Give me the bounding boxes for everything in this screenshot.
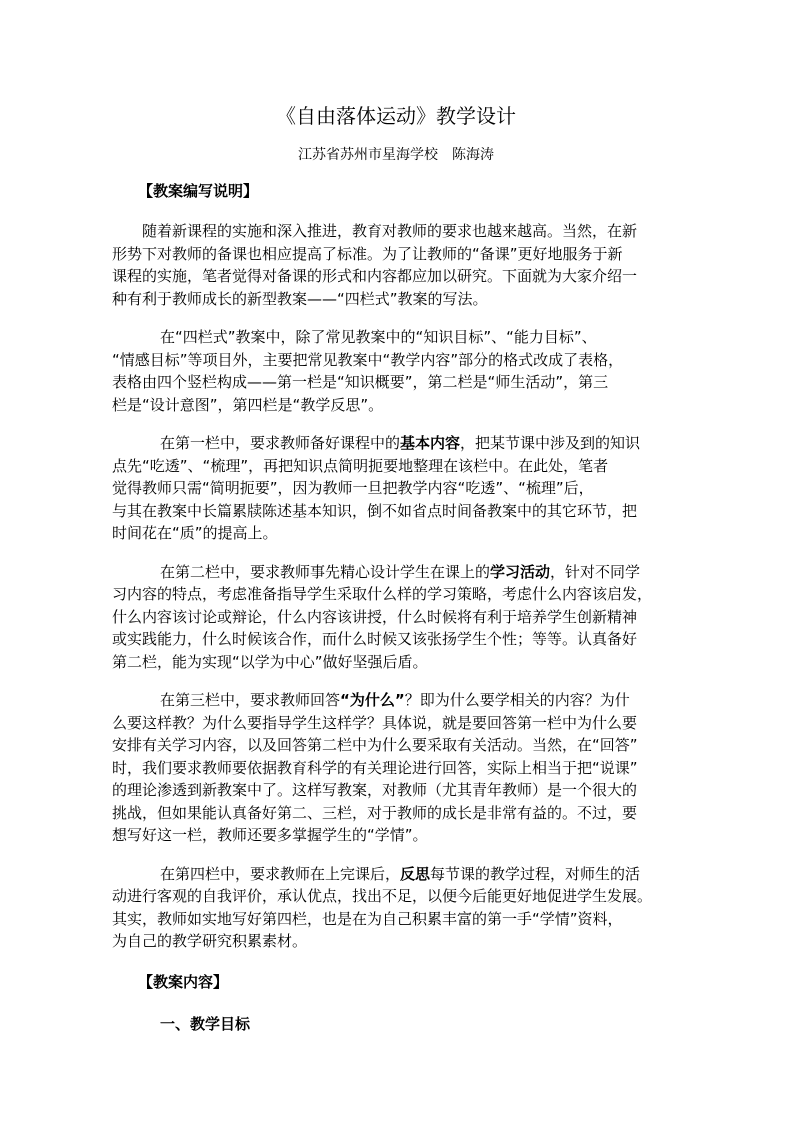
paragraph-line: 为自己的教学研究积累素材。 — [112, 932, 308, 950]
paragraph-line: 表格由四个竖栏构成——第一栏是“知识概要”，第二栏是“师生活动”，第三 — [112, 373, 609, 391]
paragraph-line — [112, 561, 680, 584]
paragraph-line: 动进行客观的自我评价，承认优点，找出不足，以便今后能更好地促进学生发展。 — [112, 887, 653, 905]
paragraph-line: 习内容的特点，考虑准备指导学生采取什么样的学习策略，考虑什么内容该启发， — [112, 585, 653, 603]
paragraph-line: 挑战，但如果能认真备好第二、三栏，对于教师的成长是非常有益的。不过，要 — [112, 803, 638, 822]
paragraph-line: 时，我们要求教师要依据教育科学的有关理论进行回答，实际上相当于把“说课” — [112, 758, 638, 777]
paragraph-line: 种有利于教师成长的新型教案——“四栏式”教案的写法。 — [112, 289, 488, 308]
paragraph-line: 什么内容该讨论或辩论，什么内容该讲授，什么时候将有利于培养学生创新精神 — [112, 607, 638, 626]
section-heading-instructions: 【教案编写说明】 — [138, 182, 259, 200]
emphasis-text: 基本内容 — [400, 434, 461, 452]
paragraph-line: 形势下对教师的备课也相应提高了标准。为了让教师的“备课”更好地服务于新 — [112, 244, 623, 263]
paragraph-column-two — [112, 561, 680, 674]
text-run: ，针对不同学 — [550, 562, 641, 581]
item-heading-teaching-goals: 一、教学目标 — [160, 1014, 251, 1033]
text-run: 在第四栏中，要求教师在上完课后， — [160, 864, 401, 883]
paragraph-column-three — [112, 689, 680, 847]
paragraph-line — [112, 432, 680, 455]
document-page — [112, 100, 680, 1037]
paragraph-line: 栏是“设计意图”，第四栏是“教学反思”。 — [112, 395, 384, 414]
text-run: 在第一栏中，要求教师备好课程中的 — [160, 434, 401, 452]
document-title: 《自由落体运动》教学设计 — [276, 104, 516, 128]
paragraph-line: 第二栏，能为实现“以学为中心”做好坚强后盾。 — [112, 652, 428, 671]
paragraph-line: 点先“吃透”、“梳理”，再把知识点简明扼要地整理在该栏中。在此处，笔者 — [112, 456, 609, 475]
text-run: 在第二栏中，要求教师事先精心设计学生在课上的 — [160, 562, 491, 581]
emphasis-text: 反思 — [400, 864, 431, 883]
paragraph-column-four — [112, 863, 680, 953]
emphasis-text: “为什么” — [340, 691, 405, 709]
author-line: 江苏省苏州市星海学校 陈海涛 — [298, 147, 494, 163]
paragraph-line: “情感目标”等项目外，主要把常见教案中“教学内容”部分的格式改成了表格， — [112, 350, 624, 369]
paragraph-line: 或实践能力，什么时候该合作，而什么时候又该张扬学生个性；等等。认真备好 — [112, 630, 638, 648]
paragraph-line: 随着新课程的实施和深入推进，教育对教师的要求也越来越高。当然，在新 — [142, 222, 638, 240]
paragraph-line: 与其在教案中长篇累牍陈述基本知识，倒不如省点时间备教案中的其它环节，把 — [112, 501, 638, 520]
text-run: 每节课的教学过程，对师生的活 — [430, 864, 641, 883]
text-run: ，把某节课中涉及到的知识 — [460, 434, 641, 452]
paragraph-four-columns — [112, 326, 680, 416]
paragraph-intro — [112, 220, 680, 310]
paragraph-line: 想写好这一栏，教师还要多掌握学生的“学情”。 — [112, 826, 428, 844]
paragraph-line: 安排有关学习内容，以及回答第二栏中为什么要采取有关活动。当然，在“回答” — [112, 736, 638, 754]
paragraph-column-one — [112, 432, 680, 545]
text-run: 在第三栏中，要求教师回答 — [160, 691, 341, 709]
paragraph-line — [112, 863, 680, 886]
text-run: ？即为什么要学相关的内容？为什 — [404, 691, 630, 709]
paragraph-line: 的理论渗透到新教案中了。这样写教案，对教师（尤其青年教师）是一个很大的 — [112, 781, 638, 799]
paragraph-line: 其实，教师如实地写好第四栏，也是在为自己积累丰富的第一手“学情”资料， — [112, 909, 623, 928]
paragraph-line: 课程的实施，笔者觉得对备课的形式和内容都应加以研究。下面就为大家介绍一 — [112, 267, 638, 285]
paragraph-line: 时间花在“质”的提高上。 — [112, 524, 278, 542]
paragraph-line — [112, 689, 680, 712]
paragraph-line: 在“四栏式”教案中，除了常见教案中的“知识目标”、“能力目标”、 — [160, 328, 597, 346]
emphasis-text: 学习活动 — [490, 562, 551, 581]
section-heading-content: 【教案内容】 — [138, 972, 229, 991]
paragraph-line: 么要这样教？为什么要指导学生这样学？具体说，就是要回答第一栏中为什么要 — [112, 713, 638, 732]
paragraph-line: 觉得教师只需“简明扼要”，因为教师一旦把教学内容“吃透”、“梳理”后， — [112, 479, 594, 497]
